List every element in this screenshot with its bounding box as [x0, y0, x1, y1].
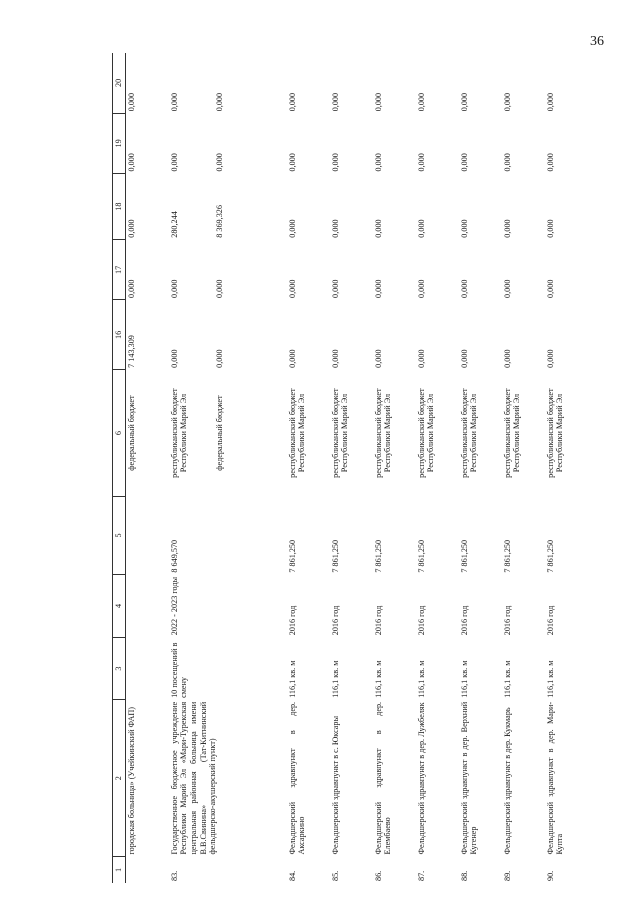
page-number: 36	[590, 34, 604, 49]
value-20: 0,000	[545, 92, 555, 112]
value-20: 0,000	[330, 92, 340, 112]
row-number: 88.	[459, 870, 469, 881]
header-cell: 4	[113, 575, 126, 638]
capacity	[126, 637, 169, 700]
funding-source: республиканский бюджет Республики Марий Эл	[373, 388, 393, 478]
row-number: 83.	[169, 870, 179, 881]
capacity: 116,1 кв. м	[545, 660, 555, 698]
header-cell: 18	[113, 174, 126, 240]
object-name: Фельдшерский здравпункт в дер. Лужбеляк	[416, 702, 426, 855]
header-cell: 17	[113, 240, 126, 300]
period: 2016 год	[545, 605, 555, 636]
value-16: 0,000	[545, 349, 555, 368]
funding-source: республиканский бюджет Республики Марий Эл	[502, 388, 522, 478]
row-number: 89.	[502, 870, 512, 881]
row-number: 85.	[330, 870, 340, 881]
period: 2016 год	[287, 605, 297, 636]
value-18: 0,000	[545, 219, 555, 238]
object-name: Фельдшерский здравпункт в дер. Мари-Купта	[545, 701, 565, 855]
cost: 8 649,570	[169, 539, 179, 573]
period: 2022 - 2023 годы	[169, 576, 179, 636]
value-19: 0,000	[169, 153, 179, 172]
value-20: 0,000	[127, 92, 136, 112]
value-18: 0,000	[459, 219, 469, 238]
capacity: 116,1 кв. м	[502, 660, 512, 698]
header-row	[113, 53, 126, 883]
value-16: 0,000	[169, 349, 179, 368]
value-17: 0,000	[459, 279, 469, 298]
value-20: 0,000	[502, 92, 512, 112]
table-row	[373, 53, 416, 883]
table-row	[416, 53, 459, 883]
value-18: 8 369,326	[214, 205, 224, 238]
value-19: 0,000	[373, 153, 383, 172]
cost: 7 861,250	[416, 539, 426, 573]
value-20: 0,000	[287, 92, 297, 112]
capacity: 116,1 кв. м	[330, 660, 340, 698]
value-16: 0,000	[502, 349, 512, 368]
table-row	[126, 53, 169, 883]
capacity: 116,1 кв. м	[459, 660, 469, 698]
value-17: 0,000	[127, 279, 136, 298]
cost: 7 861,250	[287, 539, 297, 573]
value-19: 0,000	[214, 153, 224, 172]
period: 2016 год	[373, 605, 383, 636]
row-number: 90.	[545, 870, 555, 881]
row-number	[126, 857, 169, 884]
value-16: 0,000	[287, 349, 297, 368]
value-17: 0,000	[416, 279, 426, 298]
value-19: 0,000	[127, 153, 136, 172]
table-row	[287, 53, 330, 883]
cost: 7 861,250	[545, 539, 555, 573]
value-18: 0,000	[287, 219, 297, 238]
header-cell: 16	[113, 300, 126, 370]
value-18: 280,244	[169, 211, 179, 238]
period: 2016 год	[502, 605, 512, 636]
period: 2016 год	[330, 605, 340, 636]
value-20: 0,000	[416, 92, 426, 112]
object-name: Фельдшерский здравпункт в дер. Елембаево	[373, 701, 393, 855]
row-number: 84.	[287, 870, 297, 881]
object-name: Фельдшерский здравпункт в дер. Верхний Кугенер	[459, 701, 479, 855]
value-18: 0,000	[502, 219, 512, 238]
value-20: 0,000	[169, 92, 179, 112]
cost: 7 861,250	[330, 539, 340, 573]
object-name: Фельдшерский здравпункт в дер. Кукмарь	[502, 707, 512, 855]
capacity: 10 посещений в смену	[169, 642, 189, 698]
value-16: 0,000	[373, 349, 383, 368]
funding-source: республиканский бюджет Республики Марий Эл	[545, 388, 565, 478]
value-16: 0,000	[416, 349, 426, 368]
funding-source: республиканский бюджет Республики Марий Эл	[287, 388, 307, 478]
table-row	[169, 53, 214, 883]
value-16: 0,000	[214, 349, 224, 368]
funding-source: республиканский бюджет Республики Марий Эл	[169, 388, 189, 478]
period: 2016 год	[459, 605, 469, 636]
value-18: 0,000	[127, 219, 136, 238]
header-cell: 3	[113, 637, 126, 700]
table-row	[330, 53, 373, 883]
period: 2016 год	[416, 605, 426, 636]
capacity: 116,1 кв. м	[287, 660, 297, 698]
capacity: 116,1 кв. м	[416, 660, 426, 698]
row-number: 86.	[373, 870, 383, 881]
object-name: городская больница» (Учейкинский ФАП)	[127, 706, 136, 855]
value-17: 0,000	[169, 279, 179, 298]
value-17: 0,000	[214, 279, 224, 298]
header-cell: 6	[113, 370, 126, 496]
rotated-table-container	[112, 53, 565, 883]
object-name: Фельдшерский здравпункт в дер. Аксаркино	[287, 701, 307, 855]
value-18: 0,000	[373, 219, 383, 238]
value-17: 0,000	[287, 279, 297, 298]
row-number: 87.	[416, 870, 426, 881]
funding-source: федеральный бюджет	[127, 395, 136, 471]
value-17: 0,000	[545, 279, 555, 298]
capacity: 116,1 кв. м	[373, 660, 383, 698]
cost	[126, 496, 169, 574]
value-19: 0,000	[502, 153, 512, 172]
funding-source: республиканский бюджет Республики Марий Эл	[330, 388, 350, 478]
object-name: Государственное бюджетное учреждение Республики Марий Эл «Мари-Турекская центральная районная больница имени В.В.Свинина» (Тат-Китнинский фельдшерско-акушерский пункт)	[169, 701, 218, 855]
period	[126, 575, 169, 638]
value-19: 0,000	[545, 153, 555, 172]
value-16: 0,000	[459, 349, 469, 368]
value-18: 0,000	[330, 219, 340, 238]
value-20: 0,000	[214, 92, 224, 112]
value-16: 0,000	[330, 349, 340, 368]
value-19: 0,000	[416, 153, 426, 172]
funding-source: федеральный бюджет	[214, 395, 224, 471]
value-19: 0,000	[330, 153, 340, 172]
value-19: 0,000	[459, 153, 469, 172]
value-19: 0,000	[287, 153, 297, 172]
funding-source: республиканский бюджет Республики Марий Эл	[416, 388, 436, 478]
cost: 7 861,250	[373, 539, 383, 573]
cost: 7 861,250	[459, 539, 469, 573]
header-cell: 20	[113, 53, 126, 113]
funding-source: республиканский бюджет Республики Марий Эл	[459, 388, 479, 478]
header-cell: 5	[113, 496, 126, 574]
value-18: 0,000	[416, 219, 426, 238]
value-20: 0,000	[459, 92, 469, 112]
header-cell: 2	[113, 700, 126, 857]
table-row	[459, 53, 502, 883]
object-name: Фельдшерский здравпункт в с. Юксары	[330, 715, 340, 855]
table-row	[545, 53, 588, 883]
header-cell: 1	[113, 857, 126, 884]
value-20: 0,000	[373, 92, 383, 112]
value-17: 0,000	[373, 279, 383, 298]
value-17: 0,000	[502, 279, 512, 298]
budget-table	[112, 53, 588, 883]
cost: 7 861,250	[502, 539, 512, 573]
header-cell: 19	[113, 113, 126, 173]
table-row	[502, 53, 545, 883]
value-17: 0,000	[330, 279, 340, 298]
value-16: 7 143,309	[127, 335, 136, 368]
